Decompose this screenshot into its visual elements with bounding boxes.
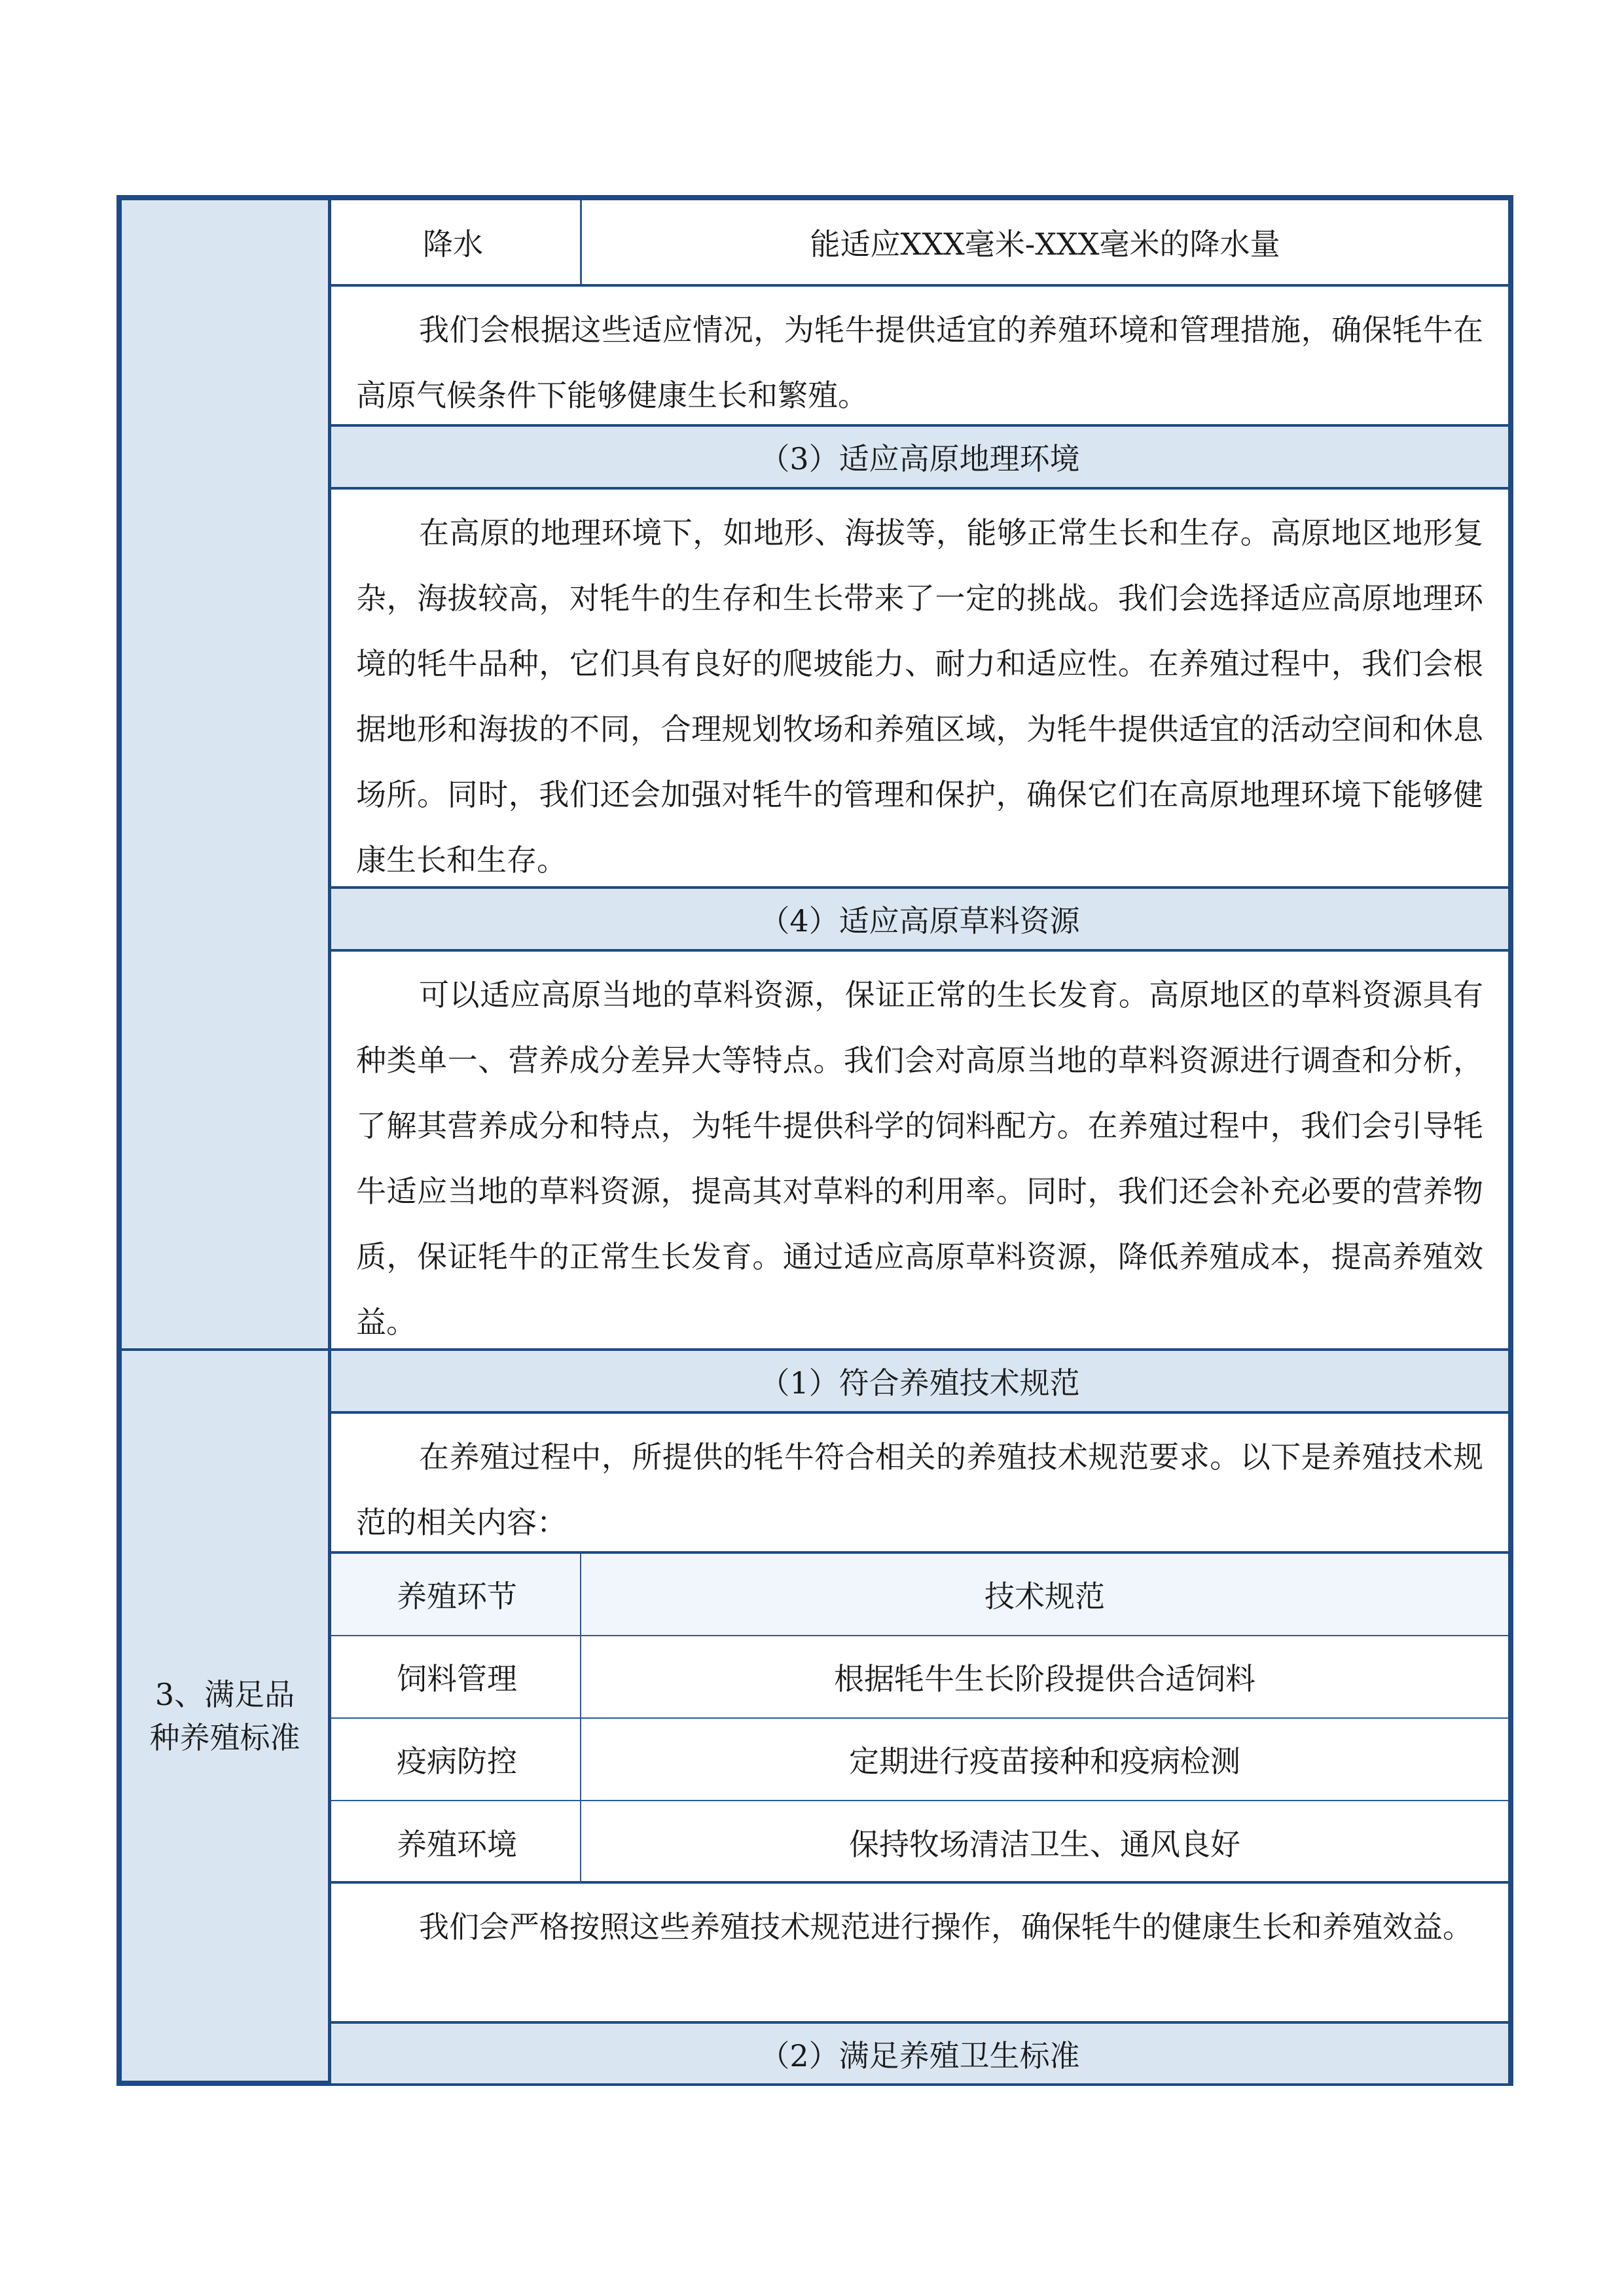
forage-paragraph: 可以适应高原当地的草料资源，保证正常的生长发育。高原地区的草料资源具有种类单一、营养成分差异大等特点。我们会对高原当地的草料资源进行调查和分析，了解其营养成分和特点，为牦牛提供科学的饲料配方。在养殖过程中，我们会引导牦牛适应当地的草料资源，提高其对草料的利用率。同时，我们还会补充必要的营养物质，保证牦牛的正常生长发育。通过适应高原草料资源，降低养殖成本，提高养殖效益。	[356, 977, 1483, 1340]
spec-table	[331, 1554, 1508, 1884]
subheading-forage-text: （4）适应高原草料资源	[759, 903, 1080, 939]
subheading-technical-spec	[331, 1351, 1508, 1414]
precipitation-value: 能适应XXX毫米-XXX毫米的降水量	[580, 200, 1508, 284]
precipitation-label: 降水	[423, 226, 483, 262]
left-column-section-2	[122, 200, 331, 1348]
compliance-row	[331, 1884, 1508, 2024]
spec-table-cell-spec: 根据牦牛生长阶段提供合适饲料	[580, 1636, 1508, 1717]
spec-table-header-spec: 技术规范	[580, 1554, 1508, 1635]
spec-table-header	[331, 1554, 1508, 1636]
subheading-geography-text: （3）适应高原地理环境	[759, 441, 1080, 476]
spec-table-cell-stage: 疫病防控	[397, 1744, 517, 1779]
subheading-forage	[331, 889, 1508, 952]
subheading-hygiene-text: （2）满足养殖卫生标准	[759, 2037, 1080, 2073]
geography-paragraph: 在高原的地理环境下，如地形、海拔等，能够正常生长和生存。高原地区地形复杂，海拔较高，对牦牛的生存和生长带来了一定的挑战。我们会选择适应高原地理环境的牦牛品种，它们具有良好的爬坡能力、耐力和适应性。在养殖过程中，我们会根据地形和海拔的不同，合理规划牧场和养殖区域，为牦牛提供适宜的活动空间和休息场所。同时，我们还会加强对牦牛的管理和保护，确保它们在高原地理环境下能够健康生长和生存。	[356, 515, 1483, 878]
table-row	[331, 1801, 1508, 1884]
table-row	[331, 1719, 1508, 1801]
subheading-geography	[331, 427, 1508, 490]
geography-row	[331, 490, 1508, 889]
content-column-section-2	[331, 200, 1508, 1348]
spec-table-cell-spec: 保持牧场清洁卫生、通风良好	[580, 1801, 1508, 1884]
precipitation-row	[331, 200, 1508, 287]
technical-spec-intro-row	[331, 1414, 1508, 1554]
compliance-paragraph: 我们会严格按照这些养殖技术规范进行操作，确保牦牛的健康生长和养殖效益。	[419, 1909, 1473, 1945]
content-column-section-3	[331, 1348, 1508, 2083]
subheading-technical-spec-text: （1）符合养殖技术规范	[759, 1365, 1080, 1401]
adaptation-summary-row	[331, 287, 1508, 427]
left-column-section-3	[122, 1348, 331, 2081]
table-row	[331, 1636, 1508, 1719]
spec-table-cell-stage: 养殖环境	[397, 1827, 517, 1862]
document-table-frame	[117, 195, 1513, 2086]
forage-row	[331, 952, 1508, 1348]
adaptation-summary-paragraph: 我们会根据这些适应情况，为牦牛提供适宜的养殖环境和管理措施，确保牦牛在高原气候条件下能够健康生长和繁殖。	[356, 312, 1483, 413]
technical-spec-intro-paragraph: 在养殖过程中，所提供的牦牛符合相关的养殖技术规范要求。以下是养殖技术规范的相关内容：	[356, 1439, 1483, 1540]
section-label: 3、满足品种养殖标准	[149, 1676, 300, 1755]
spec-table-cell-spec: 定期进行疫苗接种和疫病检测	[580, 1719, 1508, 1800]
spec-table-cell-stage: 饲料管理	[397, 1661, 517, 1696]
subheading-hygiene	[331, 2024, 1508, 2083]
spec-table-header-stage: 养殖环节	[331, 1554, 580, 1635]
